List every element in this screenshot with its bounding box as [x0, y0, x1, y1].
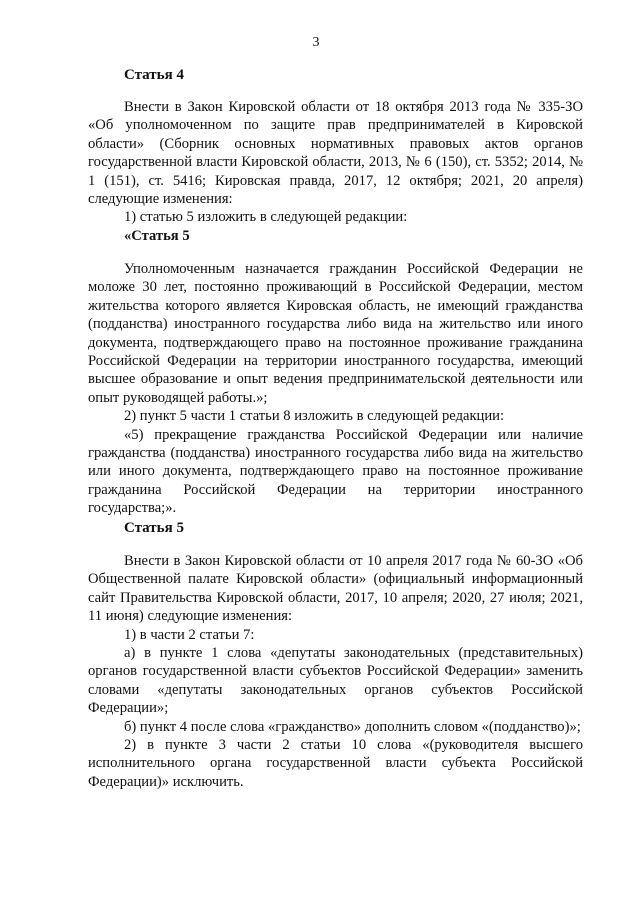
page-number: 3 [312, 35, 320, 50]
article-5-item-2: 2) в пункте 3 части 2 статьи 10 слова «(руководителя высшего исполнительного органа государственной власти субъекта Российской Федерации)» исключить. [88, 737, 583, 790]
article-4-item-2-text: «5) прекращение гражданства Российской Федерации или наличие гражданства (подданства) иностранного государства либо вида на жительство или иного документа, подтверждающего право на постоянное проживание гражданина Российской Федерации на территории иностранного государства;». [88, 426, 583, 517]
article-4-item-2: 2) пункт 5 части 1 статьи 8 изложить в следующей редакции: [124, 408, 505, 425]
quoted-article-5-text: Уполномоченным назначается гражданин Российской Федерации не моложе 30 лет, постоянно проживающий в Российской Федерации, местом жительства которого является Кировская область, не имеющий гражданства (подданства) иностранного государства либо вида на жительство или иного документа, подтверждающего право на постоянное проживание гражданина Российской Федерации на территории иностранного государства, имеющий высшее образование и опыт ведения предпринимательской деятельности или опыт руководящей работы.»; [88, 261, 583, 406]
article-5-intro: Внести в Закон Кировской области от 10 апреля 2017 года № 60-ЗО «Об Общественной палате Кировской области» (официальный информационный сайт Правительства Кировской области, 2017, 10 апреля; 2020, 27 июля; 2021, 11 июня) следующие изменения: [88, 553, 583, 625]
quoted-article-5-heading: «Статья 5 [124, 227, 190, 244]
article-4-item-1: 1) статью 5 изложить в следующей редакции: [124, 209, 408, 226]
article-5-heading: Статья 5 [124, 520, 184, 536]
article-4-intro: Внести в Закон Кировской области от 18 октября 2013 года № 335-ЗО «Об уполномоченном по защите прав предпринимателей в Кировской области» (Сборник основных нормативных правовых актов органов государственной власти Кировской области, 2013, № 6 (150), ст. 5352; 2014, № 1 (151), ст. 5416; Кировская правда, 2017, 12 октября; 2021, 20 апреля) следующие изменения: [88, 99, 583, 208]
article-5-item-1b: б) пункт 4 после слова «гражданство» дополнить словом «(подданство)»; [124, 718, 581, 735]
article-4-body [88, 98, 583, 245]
article-5-body [88, 552, 583, 791]
article-4-quoted-block [88, 260, 583, 518]
article-4-heading: Статья 4 [124, 67, 184, 83]
article-5-item-1: 1) в части 2 статьи 7: [124, 626, 255, 643]
article-5-item-1a: а) в пункте 1 слова «депутаты законодательных (представительных) органов государственной власти субъектов Российской Федерации» заменить словами «депутаты законодательных органов субъектов Российской Федерации»; [88, 645, 583, 717]
